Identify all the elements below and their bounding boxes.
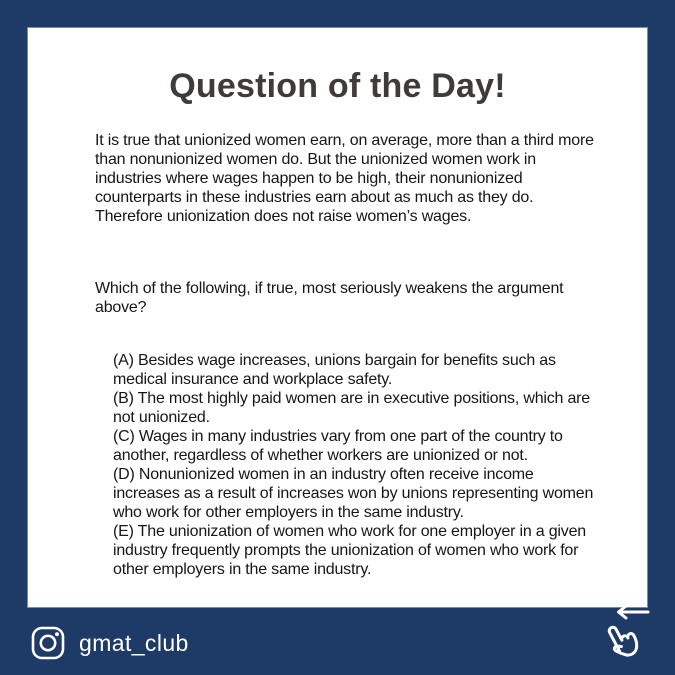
arrow-left-icon (619, 606, 649, 618)
instagram-icon (30, 625, 66, 661)
answer-option-a: (A) Besides wage increases, unions bargain for benefits such as medical insurance and workplace safety. (113, 352, 556, 388)
instagram-handle (30, 625, 189, 661)
question-stimulus: It is true that unionized women earn, on average, more than a third more than nonunionized women do. But the unionized women work in industries where wages happen to be high, their nonunionized counterparts in these industries earn about as much as they do. Therefore unionization does not raise women’s wages. (95, 132, 594, 225)
answer-option-e: (E) The unionization of women who work for one employer in a given industry frequently prompts the unionization of women who work for other employers in the same industry. (113, 523, 586, 578)
swipe-hand-icon (605, 620, 641, 660)
handle-text: gmat_club (79, 629, 189, 656)
answer-option-d: (D) Nonunionized women in an industry often receive income increases as a result of increases won by unions representing women who work for other employers in the same industry. (113, 466, 594, 521)
swipe-left-indicator (594, 601, 658, 669)
page-title: Question of the Day! (169, 67, 506, 105)
question-card (28, 28, 647, 607)
question-prompt: Which of the following, if true, most seriously weakens the argument above? (95, 280, 564, 316)
answer-option-c: (C) Wages in many industries vary from one part of the country to another, regardless of whether workers are unionized or not. (113, 428, 563, 464)
answer-option-b: (B) The most highly paid women are in executive positions, which are not unionized. (113, 390, 591, 426)
answer-options (113, 351, 601, 579)
